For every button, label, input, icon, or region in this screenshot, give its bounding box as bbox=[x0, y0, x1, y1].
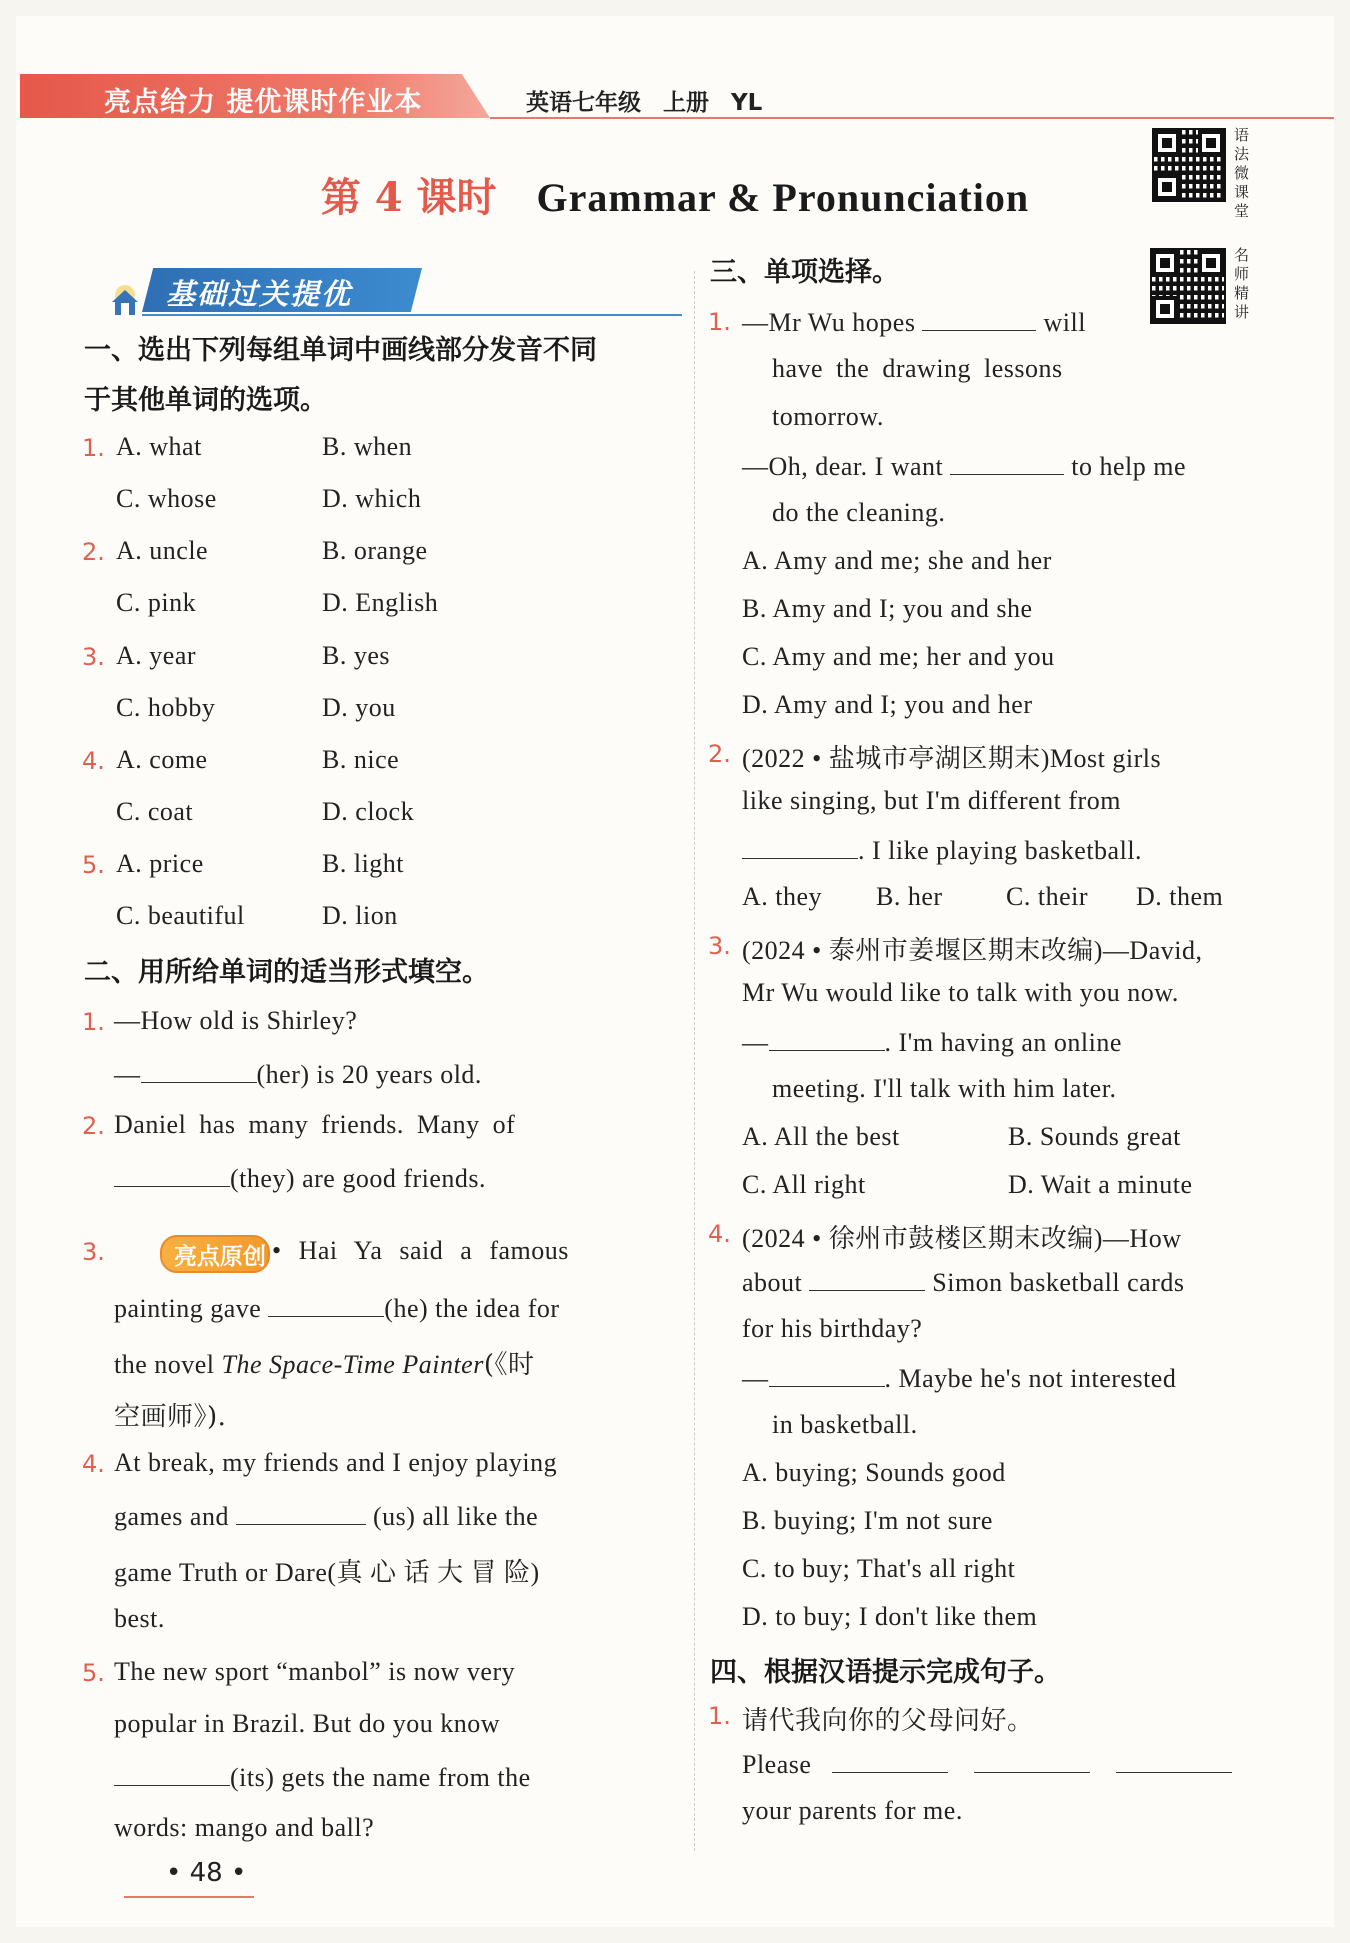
s3-q1-line4: —Oh, dear. I want to help me bbox=[742, 452, 1187, 481]
s3-q2-line3: . I like playing basketball. bbox=[742, 834, 1142, 866]
workbook-page bbox=[16, 16, 1334, 1927]
header-series-title: 亮点给力 提优课时作业本 bbox=[104, 87, 423, 118]
s2-q4-num: 4. bbox=[82, 1450, 105, 1478]
s3-q1-line5: do the cleaning. bbox=[772, 498, 946, 527]
s2-q2-num: 2. bbox=[82, 1112, 105, 1140]
qr-label-grammar: 语法微课堂 bbox=[1234, 126, 1250, 220]
s1-q1-num: 1. bbox=[82, 434, 105, 462]
s3-q4-line3: for his birthday? bbox=[742, 1314, 923, 1343]
section-banner-title: 基础过关提优 bbox=[166, 277, 353, 311]
blank[interactable] bbox=[742, 834, 858, 859]
s3-q4-line2: about Simon basketball cards bbox=[742, 1268, 1185, 1297]
s2-q5-num: 5. bbox=[82, 1659, 105, 1687]
s2-q4-line4: best. bbox=[114, 1604, 165, 1633]
qr-code-teacher[interactable] bbox=[1150, 248, 1226, 324]
s1-q3-a: A. year bbox=[116, 641, 197, 670]
blank[interactable] bbox=[769, 1026, 885, 1051]
s1-q1-d: D. which bbox=[322, 484, 422, 513]
s1-q1-b: B. when bbox=[322, 432, 413, 461]
blank[interactable] bbox=[922, 306, 1036, 331]
s4-q1-line2: Please bbox=[742, 1748, 1232, 1780]
qr-code-grammar[interactable] bbox=[1152, 128, 1226, 202]
qr-label-teacher: 名师精讲 bbox=[1234, 246, 1250, 321]
s1-q2-b: B. orange bbox=[322, 536, 428, 565]
s4-q1-line3: your parents for me. bbox=[742, 1796, 963, 1825]
s2-q5-line3: (its) gets the name from the bbox=[114, 1761, 531, 1793]
s2-q5-line4: words: mango and ball? bbox=[114, 1813, 375, 1842]
s3-q3-line4: meeting. I'll talk with him later. bbox=[772, 1074, 1117, 1103]
blank[interactable] bbox=[769, 1362, 885, 1387]
s2-q5-line2: popular in Brazil. But do you know bbox=[114, 1709, 501, 1738]
s1-q4-num: 4. bbox=[82, 747, 105, 775]
s3-q3-opt-d: D. Wait a minute bbox=[1008, 1170, 1193, 1199]
blank[interactable] bbox=[832, 1748, 948, 1773]
s3-q3-opt-a: A. All the best bbox=[742, 1122, 900, 1151]
s1-q1-a: A. what bbox=[116, 432, 202, 461]
banner-rule bbox=[142, 314, 682, 316]
s3-q3-num: 3. bbox=[708, 932, 731, 960]
blank[interactable] bbox=[114, 1162, 230, 1187]
s3-q4-line1: (2024 • 徐州市鼓楼区期末改编)—How bbox=[742, 1224, 1182, 1253]
s4-q1-num: 1. bbox=[708, 1702, 731, 1730]
s3-q3-opt-c: C. All right bbox=[742, 1170, 866, 1199]
header-book-info: 英语七年级 上册 YL bbox=[526, 90, 763, 116]
s3-q4-line5: in basketball. bbox=[772, 1410, 918, 1439]
s1-q3-c: C. hobby bbox=[116, 693, 216, 722]
s2-q2-line1: Daniel has many friends. Many of bbox=[114, 1110, 516, 1139]
s3-q4-line4: — . Maybe he's not interested bbox=[742, 1364, 1177, 1393]
s3-q3-line3: — . I'm having an online bbox=[742, 1028, 1122, 1057]
s3-q4-opt-c: C. to buy; That's all right bbox=[742, 1554, 1016, 1583]
s2-q3-line3: the novel The Space-Time Painter(《时 bbox=[114, 1350, 535, 1380]
section1-title-cont: 于其他单词的选项。 bbox=[84, 385, 327, 416]
s3-q1-num: 1. bbox=[708, 308, 731, 336]
s2-q3-line1: • Hai Ya said a famous bbox=[272, 1236, 569, 1265]
s2-q5-line1: The new sport “manbol” is now very bbox=[114, 1657, 516, 1686]
blank[interactable] bbox=[1116, 1748, 1232, 1773]
lesson-topic: Grammar & Pronunciation bbox=[536, 175, 1030, 220]
s3-q2-num: 2. bbox=[708, 740, 731, 768]
lesson-title bbox=[16, 166, 1334, 223]
s1-q3-num: 3. bbox=[82, 643, 105, 671]
s3-q2-opt-c: C. their bbox=[1006, 882, 1088, 911]
blank[interactable] bbox=[809, 1266, 925, 1291]
s3-q2-opt-a: A. they bbox=[742, 882, 823, 911]
s3-q2-line2: like singing, but I'm different from bbox=[742, 786, 1121, 815]
section1-title: 一、选出下列每组单词中画线部分发音不同 bbox=[84, 335, 597, 366]
s1-q2-d: D. English bbox=[322, 588, 439, 617]
section2-title: 二、用所给单词的适当形式填空。 bbox=[84, 957, 489, 988]
s1-q2-num: 2. bbox=[82, 538, 105, 566]
s1-q2-c: C. pink bbox=[116, 588, 197, 617]
s3-q4-opt-b: B. buying; I'm not sure bbox=[742, 1506, 993, 1535]
house-icon bbox=[108, 284, 142, 318]
s1-q4-c: C. coat bbox=[116, 797, 194, 826]
s1-q3-b: B. yes bbox=[322, 641, 390, 670]
s1-q5-a: A. price bbox=[116, 849, 204, 878]
s3-q2-opt-b: B. her bbox=[876, 882, 943, 911]
s1-q4-b: B. nice bbox=[322, 745, 400, 774]
blank[interactable] bbox=[236, 1500, 366, 1525]
s3-q2-opt-d: D. them bbox=[1136, 882, 1224, 911]
s3-q3-line2: Mr Wu would like to talk with you now. bbox=[742, 978, 1179, 1007]
s2-q1-line2: — (her) is 20 years old. bbox=[114, 1060, 482, 1089]
s3-q1-line3: tomorrow. bbox=[772, 402, 884, 431]
s2-q4-line2: games and (us) all like the bbox=[114, 1502, 539, 1531]
lesson-number: 第 4 课时 bbox=[320, 174, 497, 221]
s2-q3-line4: 空画师》). bbox=[114, 1402, 227, 1432]
s3-q3-opt-b: B. Sounds great bbox=[1008, 1122, 1181, 1151]
blank[interactable] bbox=[268, 1292, 384, 1317]
s3-q2-line1: (2022 • 盐城市亭湖区期末)Most girls bbox=[742, 744, 1162, 773]
s1-q3-d: D. you bbox=[322, 693, 396, 722]
s3-q1-opt-d: D. Amy and I; you and her bbox=[742, 690, 1033, 719]
s4-q1-chinese: 请代我向你的父母问好。 bbox=[742, 1706, 1034, 1736]
s2-q4-line1: At break, my friends and I enjoy playing bbox=[114, 1448, 558, 1477]
s1-q5-c: C. beautiful bbox=[116, 901, 245, 930]
section3-title: 三、单项选择。 bbox=[710, 257, 899, 288]
s2-q3-num: 3. bbox=[82, 1238, 105, 1266]
page-number: • 48 • bbox=[166, 1858, 247, 1888]
s3-q4-num: 4. bbox=[708, 1220, 731, 1248]
s3-q4-opt-a: A. buying; Sounds good bbox=[742, 1458, 1006, 1487]
s2-q1-line1: —How old is Shirley? bbox=[114, 1006, 358, 1035]
blank[interactable] bbox=[974, 1748, 1090, 1773]
s3-q1-line1: —Mr Wu hopes will bbox=[742, 308, 1086, 337]
s1-q5-d: D. lion bbox=[322, 901, 398, 930]
section4-title: 四、根据汉语提示完成句子。 bbox=[710, 1657, 1061, 1688]
original-badge-label: 亮点原创 bbox=[174, 1244, 266, 1270]
s1-q4-d: D. clock bbox=[322, 797, 415, 826]
s3-q1-opt-c: C. Amy and me; her and you bbox=[742, 642, 1055, 671]
s3-q3-line1: (2024 • 泰州市姜堰区期末改编)—David, bbox=[742, 936, 1203, 965]
s1-q1-c: C. whose bbox=[116, 484, 217, 513]
blank[interactable] bbox=[950, 450, 1064, 475]
blank[interactable] bbox=[141, 1058, 257, 1083]
s2-q3-line2: painting gave (he) the idea for bbox=[114, 1294, 560, 1323]
s1-q5-b: B. light bbox=[322, 849, 405, 878]
blank[interactable] bbox=[114, 1761, 230, 1786]
s3-q1-opt-a: A. Amy and me; she and her bbox=[742, 546, 1052, 575]
s3-q1-opt-b: B. Amy and I; you and she bbox=[742, 594, 1033, 623]
column-divider bbox=[694, 271, 695, 1851]
s1-q4-a: A. come bbox=[116, 745, 208, 774]
page-number-rule bbox=[124, 1896, 254, 1898]
s2-q1-num: 1. bbox=[82, 1008, 105, 1036]
header-rule bbox=[490, 117, 1334, 119]
s3-q1-line2: have the drawing lessons bbox=[772, 354, 1063, 383]
s2-q4-line3: game Truth or Dare(真 心 话 大 冒 险) bbox=[114, 1558, 540, 1587]
s1-q2-a: A. uncle bbox=[116, 536, 209, 565]
s3-q4-opt-d: D. to buy; I don't like them bbox=[742, 1602, 1038, 1631]
s2-q2-line2: (they) are good friends. bbox=[114, 1162, 486, 1194]
s1-q5-num: 5. bbox=[82, 851, 105, 879]
